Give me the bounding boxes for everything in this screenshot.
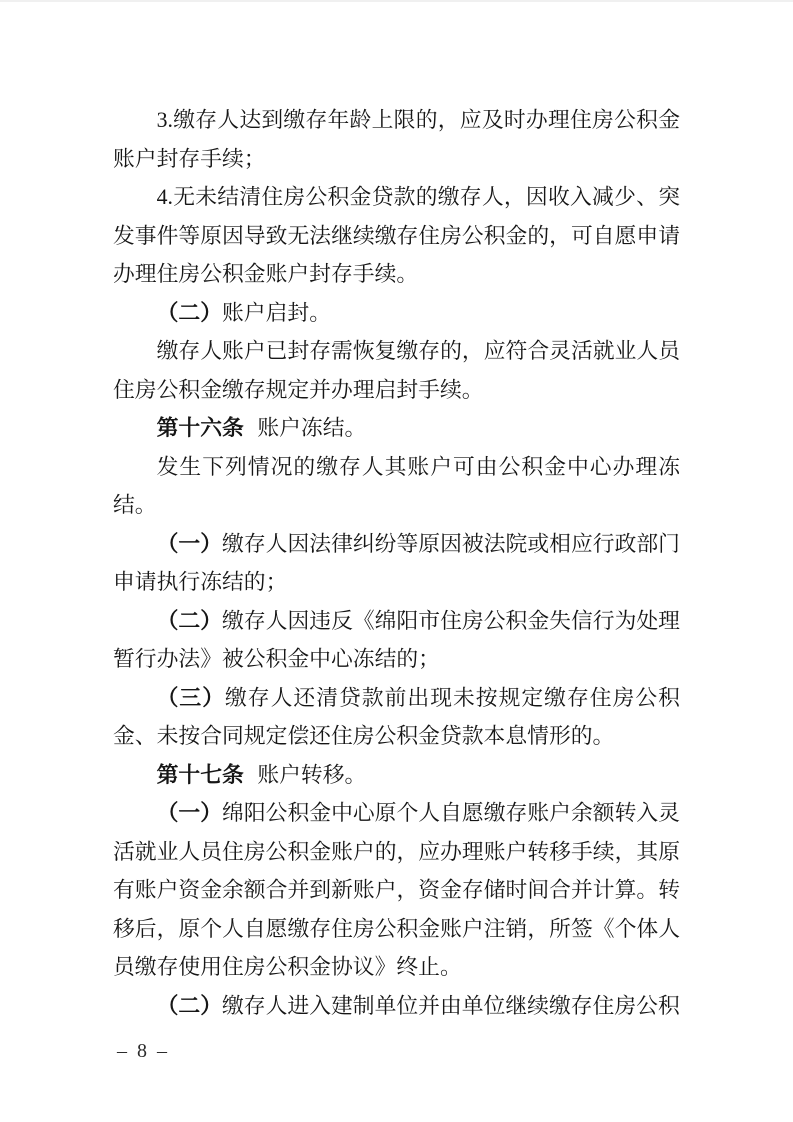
paragraph-text: 缴存人还清贷款前出现未按规定缴存住房公积金、未按合同规定偿还住房公积金贷款本息情形的。 <box>113 685 680 748</box>
paragraph-text: 缴存人因法律纠纷等原因被法院或相应行政部门申请执行冻结的； <box>113 531 680 594</box>
paragraph-text: 账户启封。 <box>222 300 331 325</box>
paragraph <box>113 756 680 795</box>
paragraph-lead: （一） <box>156 801 223 825</box>
paragraph <box>113 794 680 987</box>
paragraph <box>113 602 680 679</box>
paragraph-lead: （三） <box>156 685 225 710</box>
paragraph-lead: （二） <box>156 993 222 1018</box>
article-number-lead: 第十七条 <box>156 762 244 787</box>
paragraph <box>113 332 680 409</box>
paragraph-text: 缴存人进入建制单位并由单位继续缴存住房公积 <box>222 993 680 1018</box>
paragraph-text: 账户冻结。 <box>257 416 367 440</box>
paragraph <box>113 987 680 1026</box>
paragraph-text: 缴存人因违反《绵阳市住房公积金失信行为处理暂行办法》被公积金中心冻结的； <box>113 608 680 671</box>
paragraph-lead: （二） <box>156 608 223 633</box>
paragraph <box>113 525 680 602</box>
paragraph-text: 账户转移。 <box>257 762 367 787</box>
paragraph <box>113 448 680 525</box>
scan-artifact-line <box>0 0 793 2</box>
paragraph <box>113 679 680 756</box>
document-body <box>113 101 680 1025</box>
page-number: – 8 – <box>117 1040 170 1062</box>
paragraph-text: 缴存人账户已封存需恢复缴存的，应符合灵活就业人员住房公积金缴存规定并办理启封手续。 <box>113 339 680 402</box>
paragraph-text: 3.缴存人达到缴存年龄上限的，应及时办理住房公积金账户封存手续； <box>113 108 680 171</box>
paragraph-lead: （二） <box>156 300 222 325</box>
paragraph <box>113 178 680 294</box>
paragraph <box>113 294 680 333</box>
paragraph-lead: （一） <box>156 531 223 556</box>
paragraph <box>113 409 680 448</box>
paragraph-text: 绵阳公积金中心原个人自愿缴存账户余额转入灵活就业人员住房公积金账户的，应办理账户转移手续，其原有账户资金余额合并到新账户，资金存储时间合并计算。转移后，原个人自愿缴存住房公积金账户注销，所签《个体人员缴存使用住房公积金协议》终止。 <box>113 801 680 979</box>
paragraph-text: 4.无未结清住房公积金贷款的缴存人，因收入减少、突发事件等原因导致无法继续缴存住房公积金的，可自愿申请办理住房公积金账户封存手续。 <box>113 185 680 286</box>
article-number-lead: 第十六条 <box>156 416 244 440</box>
paragraph <box>113 101 680 178</box>
paragraph-text: 发生下列情况的缴存人其账户可由公积金中心办理冻结。 <box>113 454 680 517</box>
